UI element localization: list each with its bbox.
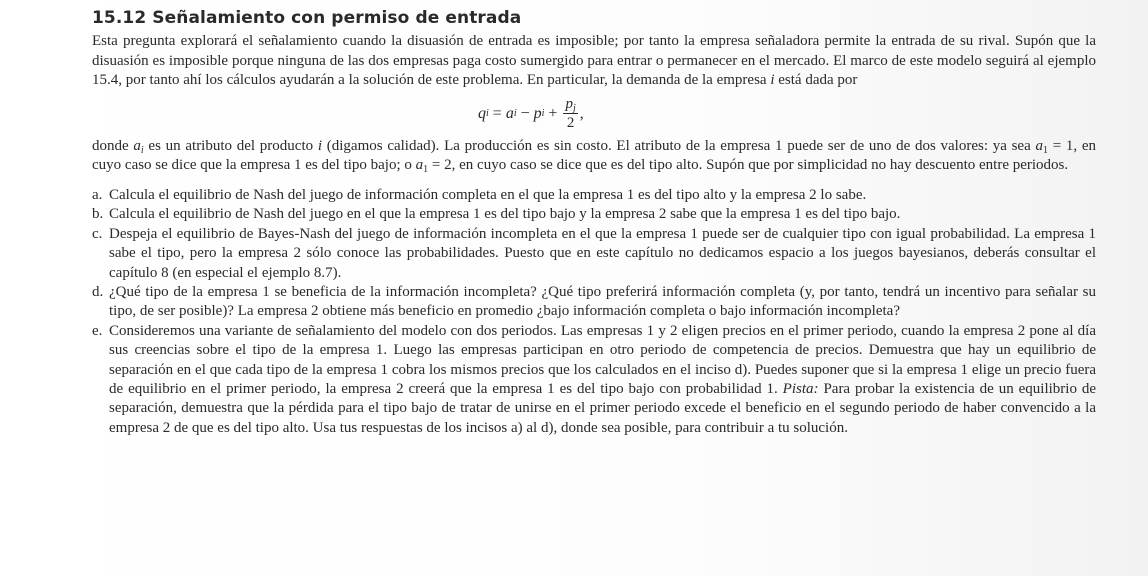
setup-eq2: = 2 (428, 157, 452, 174)
setup-a1-sub: 1 (1043, 144, 1048, 156)
sub-question-e (92, 322, 1096, 438)
setup-t3: (digamos calidad). La producción es sin costo. El atributo de la empresa 1 puede ser de uno de dos valores: ya sea (326, 137, 1031, 154)
eq-fraction (563, 95, 577, 132)
eq-pj-sub: j (572, 103, 576, 115)
setup-i: i (317, 137, 323, 154)
marker-d: d. (92, 284, 104, 300)
setup-t5: , en cuyo caso se dice que es del tipo alto. Supón que por simplicidad no hay descuento entre periodos. (451, 157, 1069, 174)
intro-text: Esta pregunta explorará el señalamiento cuando la disuasión de entrada es imposible; por tanto la empresa señaladora permite la entrada de su rival. Supón que la disuasión es imposible porque ninguna de las dos empresas paga costo sumergido para entrar o permanecer en el mercado. El marco de este modelo seguirá al ejemplo 15.4, por tanto ahí los cálculos ayudarán a la solución de este problema. En particular, la demanda de la empresa (92, 33, 1096, 89)
text-e-after: Para probar la existencia de un equilibrio de separación, demuestra que la pérdida para el tipo bajo de tratar de unirse en el primer periodo excede el beneficio en el segundo periodo de haber convencido a la empresa 2 de que es del tipo alto. Usa tus respuestas de los incisos a) al d), donde sea posible, para contribuir a tu solución. (109, 381, 1097, 436)
setup-t4: , en cuyo caso se dice que la empresa 1 es del tipo bajo; o (92, 137, 1097, 174)
eq-q-sub: i (486, 107, 489, 119)
equation-body (478, 91, 584, 137)
eq-p: p (533, 104, 542, 122)
sub-questions (92, 186, 1096, 438)
sub-question-a (92, 186, 1096, 205)
hint-label: Pista: (782, 381, 819, 398)
sub-question-d (92, 283, 1096, 322)
sub-question-c (92, 225, 1096, 283)
eq-equals: = (488, 104, 506, 122)
sub-question-b (92, 205, 1096, 224)
eq-fraction-numerator (563, 95, 577, 114)
setup-eq1: = 1 (1048, 137, 1074, 154)
eq-a: a (505, 104, 514, 122)
intro-variable: i (770, 72, 775, 89)
intro-end: está dada por (778, 72, 858, 89)
text-d: ¿Qué tipo de la empresa 1 se beneficia de la información incompleta? ¿Qué tipo preferirá información completa (y, por tanto, tendrá un incentivo para señalar su tipo, de ser posible)? La empresa 2 obtiene más beneficio en promedio ¿bajo información completa o bajo información incompleta? (109, 284, 1096, 320)
marker-c: c. (92, 225, 103, 242)
eq-plus: + (544, 104, 562, 122)
setup-t1: donde (92, 137, 129, 154)
eq-pj: p (565, 96, 573, 113)
problem-title: 15.12 Señalamiento con permiso de entrada (92, 8, 522, 28)
text-e-before: Consideremos una variante de señalamiento del modelo con dos periodos. Las empresas 1 y 2 eligen precios en el primer periodo, cuando la empresa 2 pone al día sus creencias sobre el tipo de la empresa 1. Luego las empresas participan en otro periodo de competencia de precios. Demuestra que hay un equilibrio de separación en el que cada tipo de la empresa 1 cobra los mismos precios que los calculados en el inciso d). Puedes suponer que si la empresa 1 elige un precio fuera de equilibrio en el primer periodo, la empresa 2 creerá que la empresa 1 es del tipo bajo con probabilidad 1. (109, 322, 1096, 398)
marker-b: b. (92, 206, 104, 223)
eq-trailing-comma: , (579, 104, 584, 122)
setup-a1: a (1035, 137, 1043, 154)
problem-setup (92, 137, 1096, 176)
text-b: Calcula el equilibrio de Nash del juego en el que la empresa 1 es del tipo bajo y la empresa 2 sabe que la empresa 1 es del tipo bajo. (109, 206, 901, 223)
text-a: Calcula el equilibrio de Nash del juego de información completa en el que la empresa 1 es del tipo alto y la empresa 2 lo sabe. (109, 186, 867, 203)
eq-q: q (478, 104, 486, 122)
eq-minus: − (516, 104, 534, 122)
marker-e: e. (92, 322, 103, 339)
eq-a-sub: i (513, 107, 517, 119)
setup-a1-b-sub: 1 (423, 164, 429, 176)
setup-a: a (133, 137, 141, 154)
setup-t2: es un atributo del producto (148, 137, 314, 154)
setup-a1-b: a (415, 157, 424, 174)
setup-a-sub: i (140, 144, 144, 156)
text-c: Despeja el equilibrio de Bayes-Nash del juego de información incompleta en el que la empresa 1 puede ser de cualquier tipo con igual probabilidad. La empresa 1 sabe el tipo, pero la empresa 2 sólo conoce las probabilidades. Puesto que en este capítulo no dedicamos espacio a los juegos bayesianos, deberás consultar el capítulo 8 (en especial el ejemplo 8.7). (109, 225, 1096, 281)
eq-p-sub: i (541, 107, 545, 119)
problem-intro (92, 32, 1096, 91)
eq-fraction-denominator: 2 (566, 115, 575, 132)
marker-a: a. (92, 186, 103, 203)
demand-equation (92, 91, 1096, 137)
